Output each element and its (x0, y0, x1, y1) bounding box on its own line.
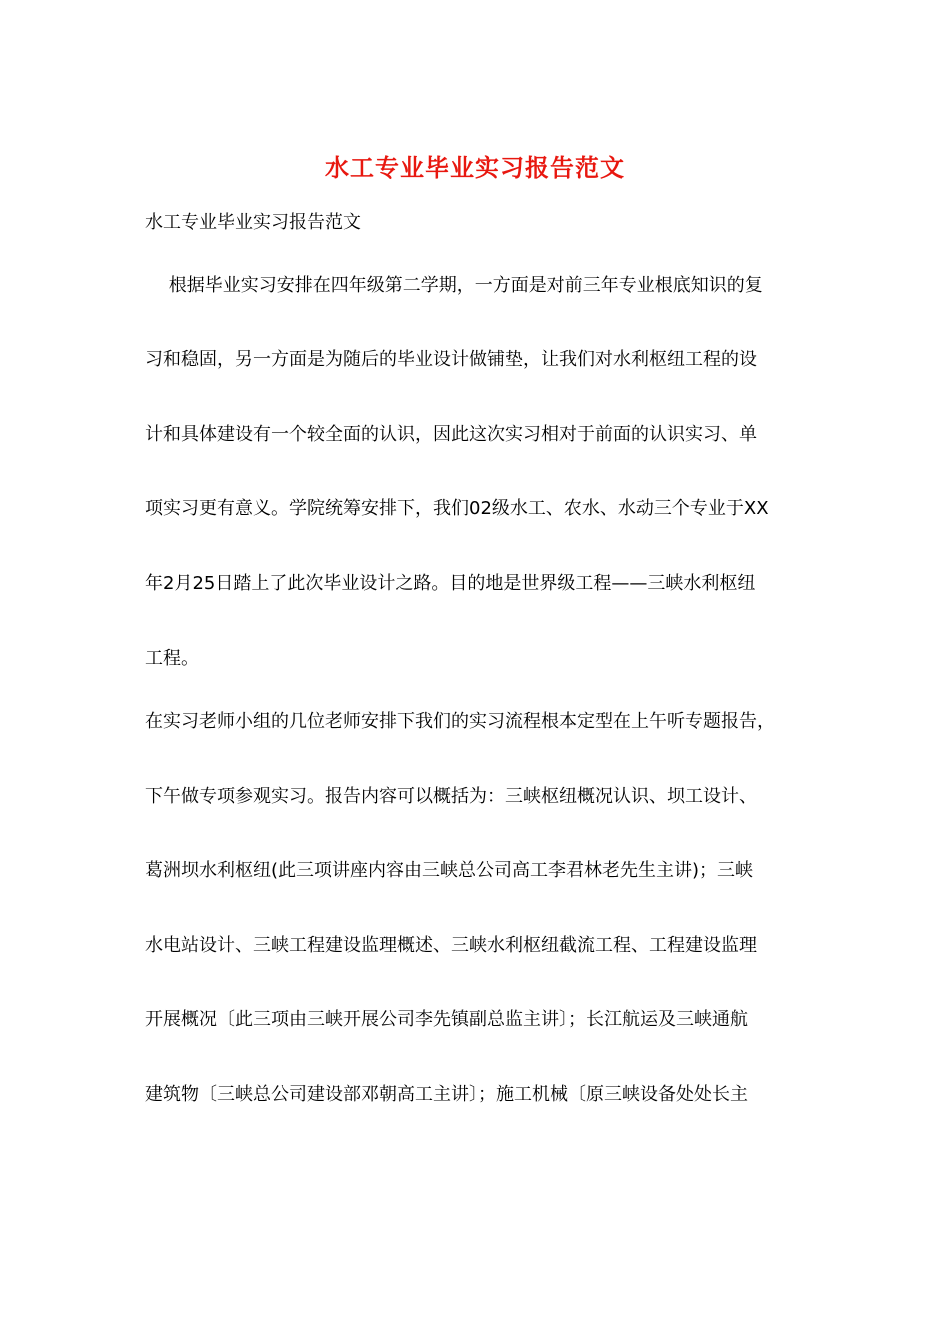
document-subtitle: 水工专业毕业实习报告范文 (145, 212, 361, 233)
paragraph-line: 下午做专项参观实习。报告内容可以概括为：三峡枢纽概况认识、坝工设计、 (145, 786, 757, 807)
paragraph-line: 习和稳固，另一方面是为随后的毕业设计做铺垫，让我们对水利枢纽工程的设 (145, 349, 757, 370)
paragraph-line: 开展概况〔此三项由三峡开展公司李先镇副总监主讲〕；长江航运及三峡通航 (145, 1009, 748, 1030)
paragraph-line: 葛洲坝水利枢纽(此三项讲座内容由三峡总公司高工李君林老先生主讲)；三峡 (145, 860, 754, 881)
document-title: 水工专业毕业实习报告范文 (325, 153, 625, 182)
paragraph-line: 根据毕业实习安排在四年级第二学期，一方面是对前三年专业根底知识的复 (145, 275, 763, 296)
paragraph-line: 建筑物〔三峡总公司建设部邓朝高工主讲〕；施工机械〔原三峡设备处处长主 (145, 1084, 748, 1105)
paragraph-line: 年2月25日踏上了此次毕业设计之路。目的地是世界级工程——三峡水利枢纽 (145, 573, 756, 594)
paragraph-line: 在实习老师小组的几位老师安排下我们的实习流程根本定型在上午听专题报告， (145, 711, 775, 732)
paragraph-line: 水电站设计、三峡工程建设监理概述、三峡水利枢纽截流工程、工程建设监理 (145, 935, 757, 956)
paragraph-line: 计和具体建设有一个较全面的认识，因此这次实习相对于前面的认识实习、单 (145, 424, 757, 445)
paragraph-line: 工程。 (145, 648, 199, 669)
paragraph-line: 项实习更有意义。学院统筹安排下，我们02级水工、农水、水动三个专业于XX (145, 498, 769, 519)
